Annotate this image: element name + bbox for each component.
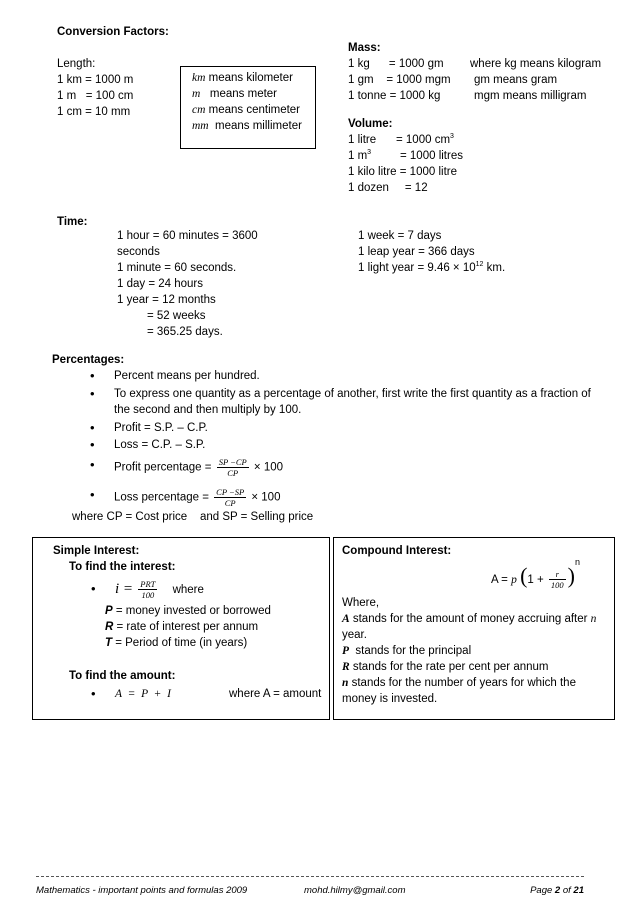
compound-fraction: $\frac{r}{100}$ xyxy=(550,569,564,591)
find-amount-label: To find the amount: xyxy=(69,670,176,682)
volume-line: 1 dozen = 12 xyxy=(348,182,428,194)
compound-line: A stands for the amount of money accruing after n xyxy=(342,613,597,625)
compound-line: R stands for the rate per cent per annum xyxy=(342,661,549,673)
percentages-list xyxy=(86,368,596,509)
list-item: • Profit = S.P. – C.P. xyxy=(86,420,596,436)
compound-formula: A = p (1 + $\frac{r}{100}$ )$^n$ xyxy=(490,557,580,591)
def-line: R = rate of interest per annum xyxy=(105,621,259,633)
profit-fraction: $\frac{SP -CP}{CP}$ xyxy=(218,457,247,478)
time-line: 1 day = 24 hours xyxy=(117,278,203,290)
cp-sp-note: where CP = Cost price and SP = Selling price xyxy=(72,511,314,523)
time-title: Time: xyxy=(57,216,88,228)
volume-line: 1 $m^3 = 1000$ litres xyxy=(348,149,463,162)
compound-interest-box xyxy=(333,537,615,720)
time-left xyxy=(117,228,258,340)
compound-line: year. xyxy=(342,629,367,641)
list-item: • To express one quantity as a percentage of another, first write the first quantity as a fraction of the second and then multiply by 100. xyxy=(86,386,596,418)
mass-title: Mass: xyxy=(348,42,381,54)
time-right xyxy=(358,228,505,276)
loss-percentage-item: • Loss percentage = $\frac{CP -SP}{CP}$ × 100 xyxy=(86,487,596,509)
length-section xyxy=(57,56,133,120)
amount-formula: • A = P + I where A = amount xyxy=(87,686,329,702)
footer-email: mohd.hilmy@gmail.com xyxy=(304,885,406,896)
length-line: 1 cm = 10 mm xyxy=(57,106,131,118)
time-line: 1 week = 7 days xyxy=(358,230,442,242)
list-item: • Percent means per hundred. xyxy=(86,368,596,384)
unit-row: km means kilometer xyxy=(192,72,293,84)
time-line: 1 hour = 60 minutes = 3600 xyxy=(117,230,258,242)
simple-interest-title: Simple Interest: xyxy=(53,545,140,557)
footer-rule xyxy=(36,876,584,877)
footer-title: Mathematics - important points and formulas 2009 xyxy=(36,885,248,896)
profit-percentage-item: • Profit percentage = $\frac{SP -CP}{CP}$ × 100 xyxy=(86,457,596,479)
compound-line: n stands for the number of years for which the xyxy=(342,677,576,689)
time-line: = 365.25 days. xyxy=(147,326,223,338)
unit-row: mm means millimeter xyxy=(192,120,302,132)
mass-line: 1 tonne = 1000 kg mgm means milligram xyxy=(348,90,587,102)
interest-formula: • i = $\frac{\text{PRT}}{100}$ where xyxy=(87,575,329,603)
def-line: P = money invested or borrowed xyxy=(105,605,271,617)
compound-line: P stands for the principal xyxy=(342,645,472,657)
find-interest-label: To find the interest: xyxy=(69,561,176,573)
conversion-title: Conversion Factors: xyxy=(57,26,169,38)
light-year-line: 1 light year = $9.46 \times 10^{12}$ km. xyxy=(358,261,506,274)
length-line: 1 km = 1000 m xyxy=(57,74,134,86)
volume-title: Volume: xyxy=(348,118,393,130)
mass-section xyxy=(348,40,618,104)
volume-line: 1 kilo litre = 1000 litre xyxy=(348,166,457,178)
list-item: • Loss = C.P. – S.P. xyxy=(86,437,596,453)
time-line: = 52 weeks xyxy=(147,310,206,322)
time-line: 1 leap year = 366 days xyxy=(358,246,475,258)
time-line: 1 year = 12 months xyxy=(117,294,216,306)
unit-row: m means meter xyxy=(192,88,278,100)
unit-row: cm means centimeter xyxy=(192,104,301,116)
volume-line: 1 litre = 1000 $cm^3$ xyxy=(348,133,454,146)
time-line: 1 minute = 60 seconds. xyxy=(117,262,237,274)
compound-line: money is invested. xyxy=(342,693,438,705)
mass-line: 1 gm = 1000 mgm gm means gram xyxy=(348,74,558,86)
percentages-title: Percentages: xyxy=(52,354,125,366)
units-box xyxy=(180,66,316,149)
where-label: Where, xyxy=(342,597,380,609)
length-line: 1 m = 100 cm xyxy=(57,90,134,102)
simple-interest-box xyxy=(32,537,330,720)
length-title: Length: xyxy=(57,58,96,70)
compound-interest-title: Compound Interest: xyxy=(342,545,452,557)
mass-line: 1 kg = 1000 gm where kg means kilogram xyxy=(348,58,602,70)
page-number: Page 2 of 21 xyxy=(530,885,584,896)
def-line: T = Period of time (in years) xyxy=(105,637,248,649)
volume-section xyxy=(348,116,463,196)
time-line: seconds xyxy=(117,246,160,258)
loss-fraction: $\frac{CP -SP}{CP}$ xyxy=(216,487,245,508)
interest-fraction: $\frac{\text{PRT}}{100}$ xyxy=(140,579,156,601)
